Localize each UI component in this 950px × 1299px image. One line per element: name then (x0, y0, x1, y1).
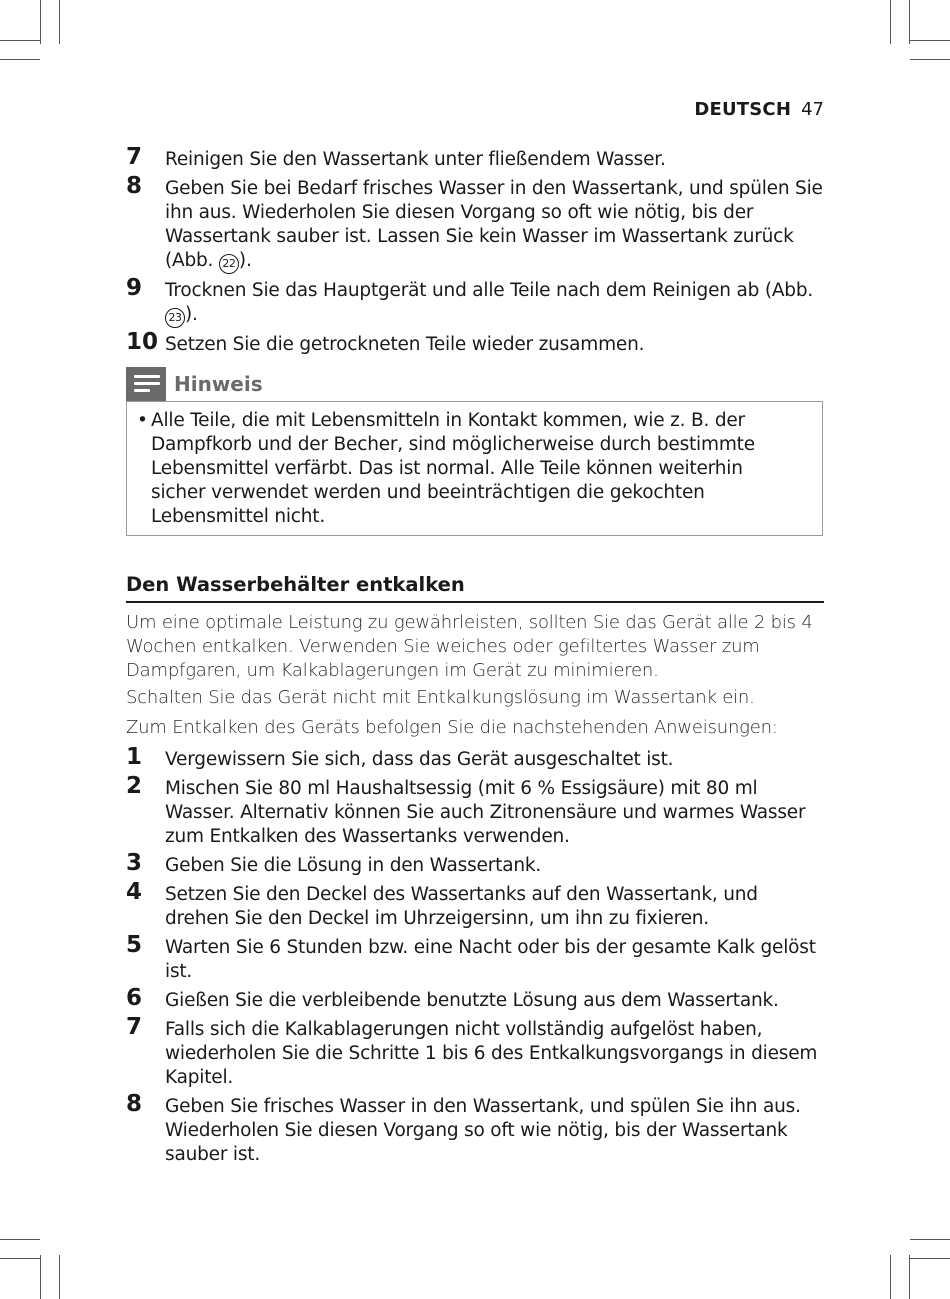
step-number: 1 (126, 744, 143, 770)
step-text: Setzen Sie die getrockneten Teile wieder zusammen. (165, 334, 645, 355)
crop-mark (0, 40, 40, 41)
crop-mark (59, 0, 60, 44)
step-item (126, 144, 824, 172)
step-text: Geben Sie frisches Wasser in den Wassertank, und spülen Sie ihn aus. Wiederholen Sie diesen Vorgang so oft wie nötig, bis der Wassertank sauber ist. (165, 1096, 801, 1165)
step-number: 7 (126, 1014, 143, 1040)
step-item (126, 1091, 824, 1167)
crop-mark (0, 1239, 40, 1240)
step-number: 4 (126, 879, 143, 905)
crop-mark (910, 59, 950, 60)
page-header (694, 99, 824, 120)
note-title: Hinweis (174, 372, 263, 396)
note-text: Alle Teile, die mit Lebensmitteln in Kontakt kommen, wie z. B. der Dampfkorb und der Becher, sind möglicherweise durch bestimmte Lebensmittel verfärbt. Das ist normal. Alle Teile können weiterhin sicher verwendet werden und beeinträchtigen die gekochten Lebensmittel nicht. (151, 410, 755, 527)
step-text: Geben Sie bei Bedarf frisches Wasser in den Wassertank, und spülen Sie ihn aus. Wiederholen Sie diesen Vorgang so oft wie nötig, bis der Wassertank sauber ist. Lassen Sie kein Wasser im Wassertank zurück (Abb. 22 ). (165, 177, 824, 274)
step-item (126, 850, 824, 878)
descaling-steps (126, 744, 824, 1172)
crop-mark (0, 59, 40, 60)
step-text: Reinigen Sie den Wassertank unter fließendem Wasser. (165, 149, 666, 170)
cleaning-steps (126, 144, 824, 362)
note-lines-icon (126, 367, 166, 401)
instruction-paragraph: Zum Entkalken des Geräts befolgen Sie die nachstehenden Anweisungen: (126, 717, 778, 738)
crop-mark (910, 1239, 950, 1240)
crop-mark (890, 0, 891, 44)
step-text: Geben Sie die Lösung in den Wassertank. (165, 855, 542, 876)
step-number: 6 (126, 985, 143, 1011)
crop-mark (59, 1255, 60, 1299)
section-title: Den Wasserbehälter entkalken (126, 573, 824, 603)
step-number: 5 (126, 932, 143, 958)
note-box (126, 401, 823, 536)
language-label: DEUTSCH (694, 99, 792, 120)
step-number: 8 (126, 173, 143, 199)
bullet: • (137, 410, 148, 431)
step-text: Falls sich die Kalkablagerungen nicht vollständig aufgelöst haben, wiederholen Sie die Schritte 1 bis 6 des Entkalkungsvorgangs in diesem Kapitel. (165, 1019, 818, 1088)
step-item (126, 744, 824, 772)
page-number: 47 (801, 99, 824, 120)
crop-mark (909, 1255, 910, 1299)
step-number: 3 (126, 850, 143, 876)
step-item (126, 1014, 824, 1090)
warning-paragraph: Schalten Sie das Gerät nicht mit Entkalkungslösung im Wassertank ein. (126, 687, 755, 708)
note-item (127, 409, 822, 529)
step-item (126, 932, 824, 984)
crop-mark (40, 1255, 41, 1299)
step-text: Warten Sie 6 Stunden bzw. eine Nacht oder bis der gesamte Kalk gelöst ist. (165, 937, 816, 982)
step-text: Vergewissern Sie sich, dass das Gerät ausgeschaltet ist. (165, 749, 674, 770)
step-item (126, 773, 824, 849)
note-header (126, 367, 263, 401)
step-item (126, 879, 824, 931)
intro-paragraph: Um eine optimale Leistung zu gewährleisten, sollten Sie das Gerät alle 2 bis 4 Wochen entkalken. Verwenden Sie weiches oder gefiltertes Wasser zum Dampfgaren, um Kalkablagerungen im Gerät zu minimieren. (126, 612, 813, 681)
step-number: 7 (126, 144, 143, 170)
crop-mark (909, 0, 910, 44)
step-item (126, 985, 824, 1013)
crop-mark (0, 1258, 40, 1259)
step-text: Trocknen Sie das Hauptgerät und alle Teile nach dem Reinigen ab (Abb. 23 ). (165, 279, 824, 328)
step-text: Mischen Sie 80 ml Haushaltsessig (mit 6 % Essigsäure) mit 80 ml Wasser. Alternativ können Sie auch Zitronensäure und warmes Wasser zum Entkalken des Wassertanks verwenden. (165, 778, 806, 847)
step-text: Gießen Sie die verbleibende benutzte Lösung aus dem Wassertank. (165, 990, 779, 1011)
step-item (126, 173, 824, 274)
step-number: 2 (126, 773, 143, 799)
figure-reference: 22 (219, 254, 239, 274)
crop-mark (910, 1258, 950, 1259)
step-text: Setzen Sie den Deckel des Wassertanks auf den Wassertank, und drehen Sie den Deckel im Uhrzeigersinn, um ihn zu fixieren. (165, 884, 758, 929)
step-item (126, 275, 824, 328)
step-number: 9 (126, 275, 143, 301)
crop-mark (890, 1255, 891, 1299)
figure-reference: 23 (165, 308, 185, 328)
crop-mark (40, 0, 41, 44)
crop-mark (910, 40, 950, 41)
step-number: 10 (126, 329, 159, 355)
step-number: 8 (126, 1091, 143, 1117)
step-item (126, 329, 824, 357)
